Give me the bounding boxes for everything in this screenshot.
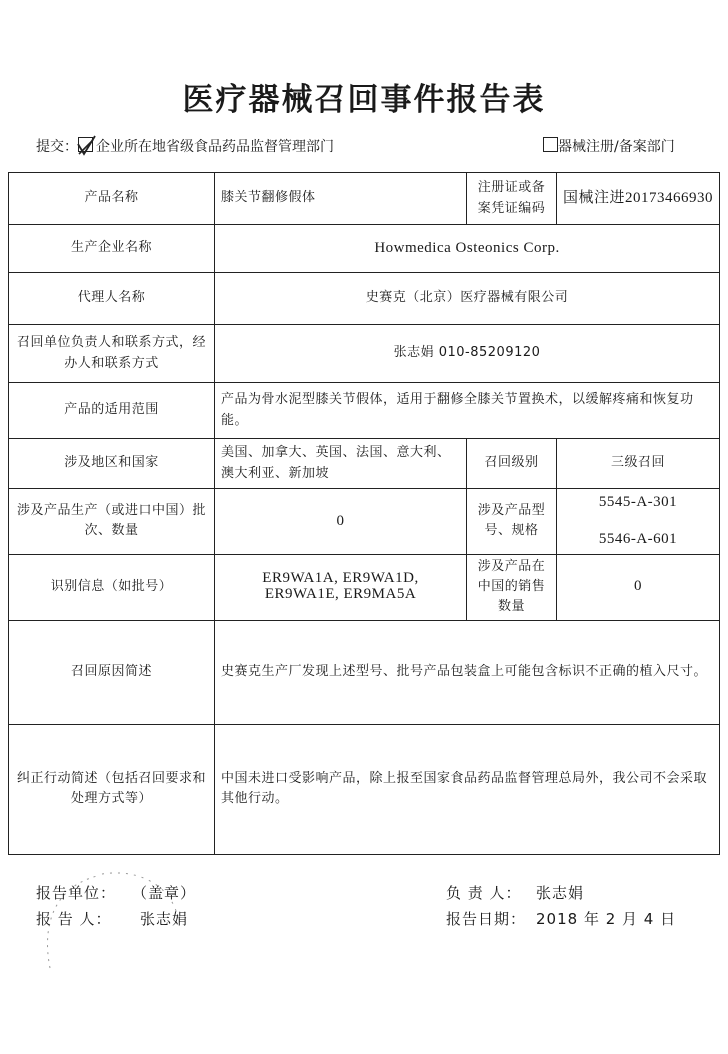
- reporter-label: 报 告 人：: [36, 910, 112, 928]
- product-name: 膝关节翻修假体: [215, 173, 467, 225]
- reg-cert-label: 注册证或备案凭证编码: [467, 173, 557, 225]
- action: 中国未进口受影响产品，除上报至国家食品药品监督管理总局外，我公司不会采取其他行动。: [215, 724, 720, 854]
- checkbox-registration[interactable]: [543, 137, 558, 152]
- model-label: 涉及产品型号、规格: [467, 489, 557, 555]
- reg-cert-value: 国械注进20173466930: [557, 173, 720, 225]
- footer-left: [36, 880, 196, 932]
- report-date: 2018 年 2 月 4 日: [536, 910, 677, 928]
- option-provincial: 企业所在地省级食品药品监督管理部门: [96, 139, 334, 155]
- sales-label: 涉及产品在中国的销售数量: [467, 554, 557, 620]
- footer-right: [446, 880, 676, 932]
- model-1: 5545-A-301: [598, 494, 678, 510]
- recall-level-label: 召回级别: [467, 439, 557, 489]
- reporter: 张志娟: [140, 910, 189, 928]
- action-label: 纠正行动简述（包括召回要求和处理方式等）: [9, 724, 215, 854]
- reason-label: 召回原因简述: [9, 620, 215, 724]
- responsible-label: 负 责 人：: [446, 884, 522, 902]
- sales-value: 0: [557, 554, 720, 620]
- unit-label: 报告单位：: [36, 884, 117, 902]
- product-name-label: 产品名称: [9, 173, 215, 225]
- id-value-1: ER9WA1A, ER9WA1D,: [262, 570, 419, 587]
- unit-value: （盖章）: [132, 884, 197, 902]
- agent: 史赛克（北京）医疗器械有限公司: [215, 273, 720, 325]
- scope-label: 产品的适用范围: [9, 383, 215, 439]
- id-values: [215, 554, 467, 620]
- responsible: 张志娟: [536, 884, 585, 902]
- scope: 产品为骨水泥型膝关节假体，适用于翻修全膝关节置换术，以缓解疼痛和恢复功能。: [215, 383, 720, 439]
- id-value-2: ER9WA1E, ER9MA5A: [264, 586, 417, 602]
- contact: 张志娟 010-85209120: [215, 325, 720, 383]
- manufacturer-label: 生产企业名称: [9, 225, 215, 273]
- page-title: 医疗器械召回事件报告表: [182, 82, 546, 118]
- recall-level: 三级召回: [557, 439, 720, 489]
- batch-value: 0: [215, 489, 467, 555]
- submission-label: 提交：: [36, 139, 78, 155]
- report-table: [8, 172, 719, 855]
- manufacturer: Howmedica Osteonics Corp.: [215, 225, 720, 273]
- id-label: 识别信息（如批号）: [9, 554, 215, 620]
- date-label: 报告日期：: [446, 910, 527, 928]
- region-label: 涉及地区和国家: [9, 439, 215, 489]
- model-2: 5546-A-601: [598, 531, 678, 548]
- checkmark-icon: [75, 134, 97, 158]
- reason: 史赛克生产厂发现上述型号、批号产品包装盒上可能包含标识不正确的植入尺寸。: [215, 620, 720, 724]
- model-values: [557, 489, 720, 555]
- batch-label: 涉及产品生产（或进口中国）批次、数量: [9, 489, 215, 555]
- submission-line: [36, 134, 696, 158]
- option-registration: 器械注册/备案部门: [558, 139, 675, 155]
- agent-label: 代理人名称: [9, 273, 215, 325]
- regions: 美国、加拿大、英国、法国、意大利、澳大利亚、新加坡: [215, 439, 467, 489]
- contact-label: 召回单位负责人和联系方式，经办人和联系方式: [9, 325, 215, 383]
- checkbox-provincial[interactable]: [78, 137, 93, 152]
